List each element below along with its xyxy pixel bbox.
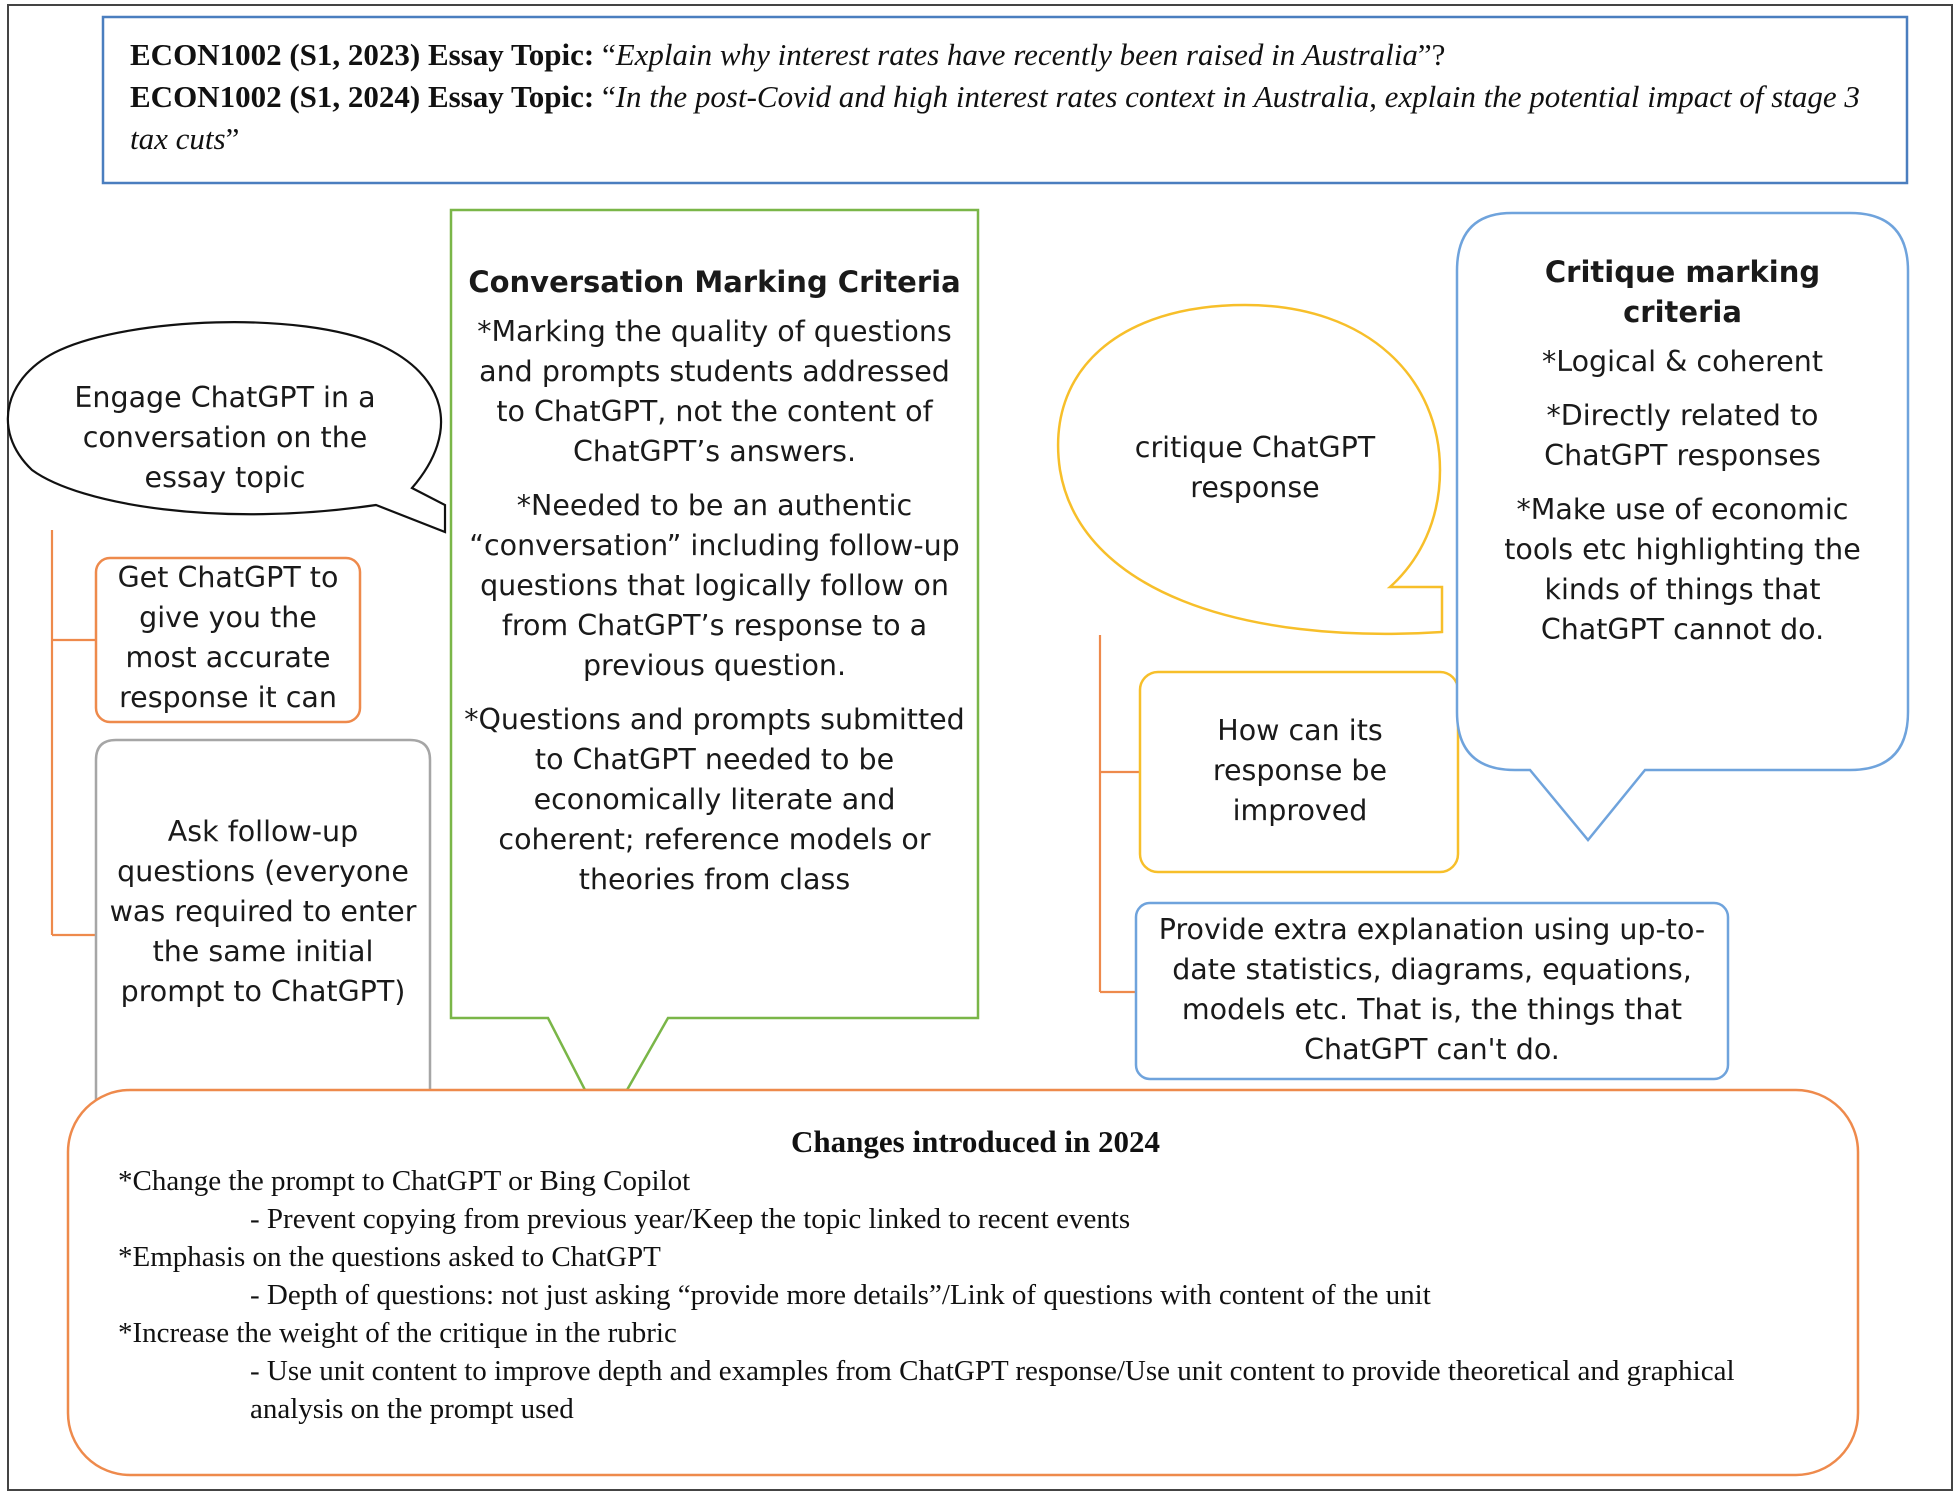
topic-2024-label: ECON1002 (S1, 2024) Essay Topic: xyxy=(130,79,595,114)
change-2: *Emphasis on the questions asked to ChatGPT xyxy=(118,1241,661,1273)
topic-2023: ECON1002 (S1, 2023) Essay Topic: “Explain why interest rates have recently been raised in Australia”? xyxy=(130,37,1446,72)
critique-criterion-2: *Directly related to ChatGPT responses xyxy=(1544,399,1821,472)
accurate-response-box-outline xyxy=(96,558,360,722)
critique-criterion-3: *Make use of economic tools etc highlighting the kinds of things that ChatGPT cannot do. xyxy=(1504,493,1861,646)
right-connector xyxy=(1100,635,1140,992)
critique-bubble: critique ChatGPT response xyxy=(1134,431,1376,504)
improve-step: How can its response be improved xyxy=(1212,714,1388,827)
extra-explanation-step: Provide extra explanation using up-to-date statistics, diagrams, equations, models etc. That is, the things that ChatGPT can't do. xyxy=(1158,913,1706,1066)
engage-bubble: Engage ChatGPT in a conversation on the essay topic xyxy=(74,381,376,494)
changes-box-outline xyxy=(68,1090,1858,1475)
change-3: *Increase the weight of the critique in the rubric xyxy=(118,1317,677,1349)
critique-bubble-shape xyxy=(1058,305,1442,634)
conversation-criterion-2: *Needed to be an authentic “conversation” including follow-up questions that logically follow on from ChatGPT’s response to a previous question. xyxy=(469,489,960,682)
change-1: *Change the prompt to ChatGPT or Bing Copilot xyxy=(118,1165,691,1197)
topic-box-outline xyxy=(103,17,1907,183)
topic-2023-suffix: ? xyxy=(1431,37,1446,72)
follow-up-step: Ask follow-up questions (everyone was required to enter the same initial prompt to ChatGPT) xyxy=(109,815,417,1008)
left-connector xyxy=(52,530,96,935)
change-1-detail: - Prevent copying from previous year/Keep the topic linked to recent events xyxy=(250,1203,1131,1235)
engage-bubble-shape xyxy=(8,322,445,532)
topic-2024-text: In the post-Covid and high interest rates context in Australia, explain the potential impact of stage 3 tax cuts xyxy=(130,79,1860,156)
follow-up-box-outline xyxy=(96,740,430,1100)
topic-2024: ECON1002 (S1, 2024) Essay Topic: “In the post-Covid and high interest rates context in Australia, explain the potential impact of stage 3 tax cuts” xyxy=(130,79,1860,156)
topic-2023-text: Explain why interest rates have recently been raised in Australia xyxy=(615,37,1418,72)
conversation-criterion-3: *Questions and prompts submitted to ChatGPT needed to be economically literate and coherent; reference models or theories from class xyxy=(464,703,965,896)
conversation-criteria-title: Conversation Marking Criteria xyxy=(468,265,961,299)
critique-criteria-title: Critique marking criteria xyxy=(1544,255,1821,329)
conversation-criteria-outline xyxy=(451,210,978,1090)
change-2-detail: - Depth of questions: not just asking “provide more details”/Link of questions with content of the unit xyxy=(250,1279,1431,1311)
extra-explanation-box-outline xyxy=(1136,903,1728,1079)
critique-criteria-outline xyxy=(1457,213,1908,840)
critique-criterion-1: *Logical & coherent xyxy=(1541,345,1824,378)
improve-box-outline xyxy=(1140,672,1458,872)
topic-2023-label: ECON1002 (S1, 2023) Essay Topic: xyxy=(130,37,595,72)
change-3-detail: - Use unit content to improve depth and examples from ChatGPT response/Use unit content to provide theoretical and graphical analysis on the prompt used xyxy=(250,1355,1735,1425)
conversation-criterion-1: *Marking the quality of questions and prompts students addressed to ChatGPT, not the content of ChatGPT’s answers. xyxy=(477,315,952,468)
accurate-response-step: Get ChatGPT to give you the most accurate response it can xyxy=(117,561,339,714)
changes-title: Changes introduced in 2024 xyxy=(791,1124,1160,1159)
